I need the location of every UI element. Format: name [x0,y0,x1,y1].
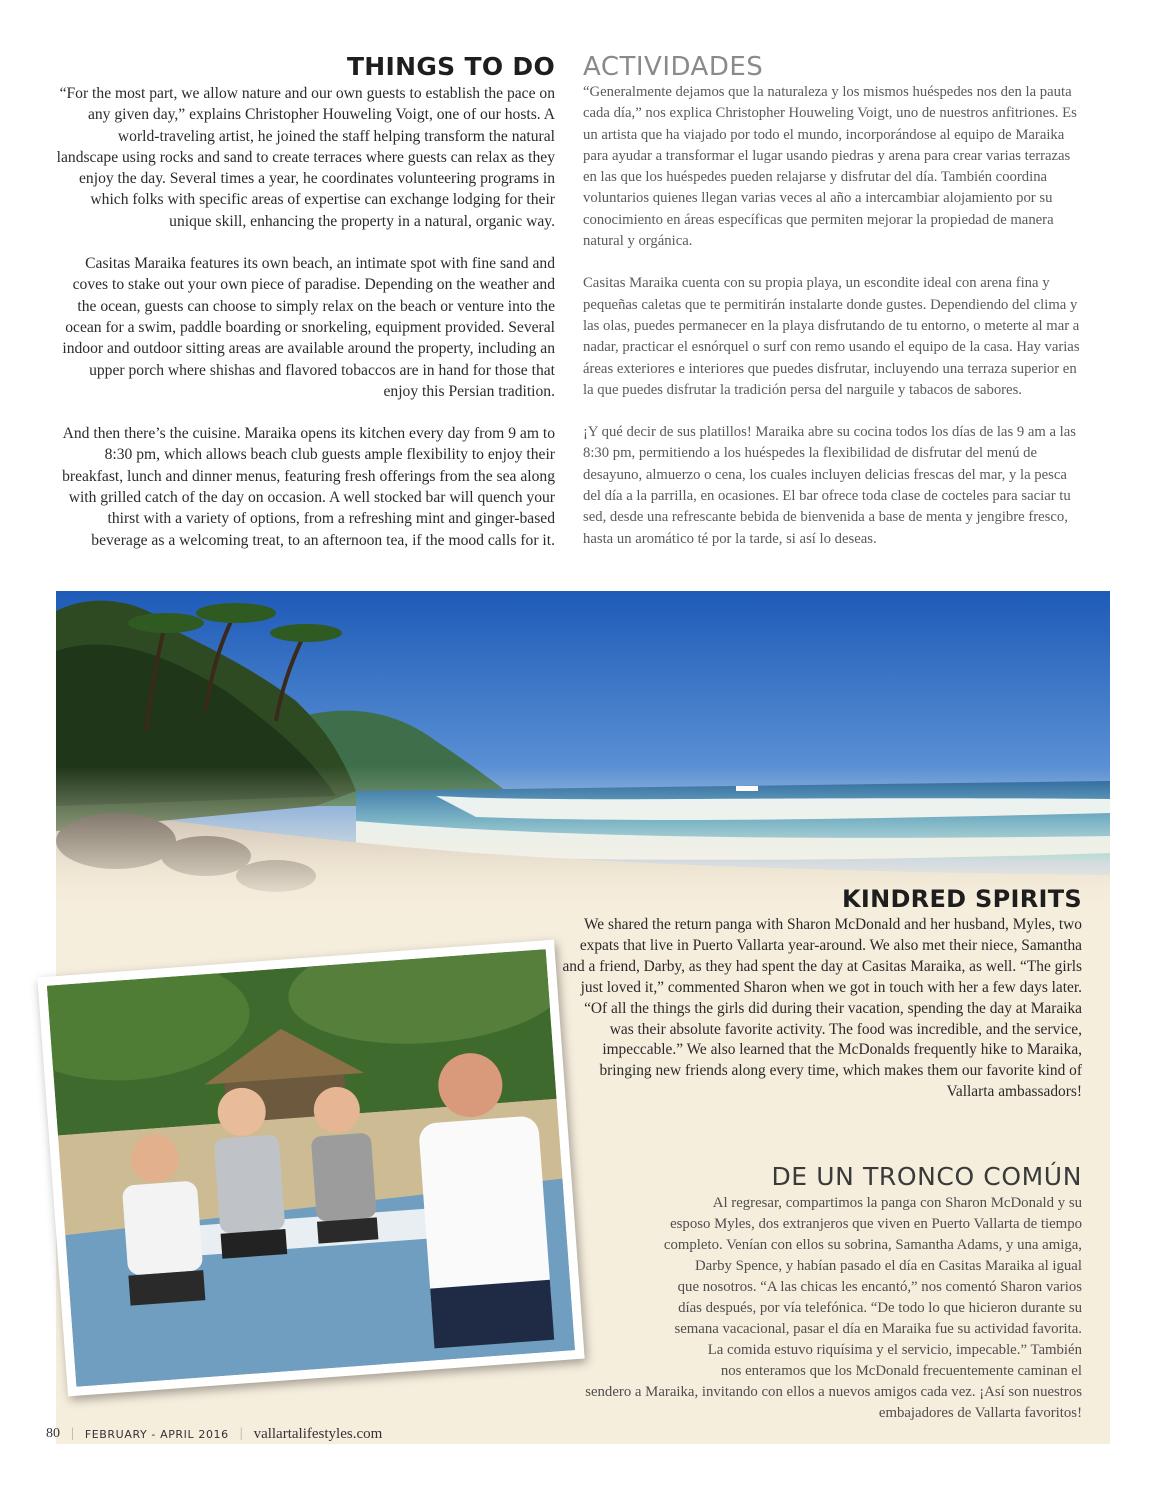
paragraph-line: sendero a Maraika, invitando con ellos a nuevos amigos cada vez. ¡Así son nuestros [585,1384,1082,1400]
page-footer [46,1424,382,1444]
spanish-column [583,52,1083,571]
issue-date: FEBRUARY - APRIL 2016 [84,1427,229,1441]
paragraph-line: embajadores de Vallarta favoritos! [878,1405,1082,1421]
paragraph-line: completo. Venían con ellos su sobrina, Samantha Adams, y una amiga, [663,1237,1082,1253]
paragraph-line: La comida estuvo riquísima y el servicio, impecable.” También [707,1342,1082,1358]
things-to-do-heading: THINGS TO DO [346,52,555,81]
paragraph-line: que nosotros. “A las chicas les encantó,” nos comentó Sharon varios [677,1279,1082,1295]
beach-photo [56,591,1110,909]
english-paragraph: And then there’s the cuisine. Maraika opens its kitchen every day from 9 am to 8:30 pm, which allows beach club guests ample flexibility to enjoy their breakfast, lunch and dinner menus, featuring fresh offerings from the sea along with grilled catch of the day on occasion. A well stocked bar will quench your thirst with a variety of options, from a refreshing mint and ginger-based beverage as a welcoming treat, to an afternoon tea, if the mood calls for it. [62,425,555,549]
tronco-comun-section [500,1162,1082,1424]
page-number: 80 [46,1426,60,1441]
spanish-paragraph: “Generalmente dejamos que la naturaleza y los mismos huéspedes nos den la pauta cada día,” nos explica Christopher Houweling Voigt, uno de nuestros anfitriones. Es un artista que ha viajado por todo el mundo, incorporándose al equipo de Maraika para ayudar a transformar el lugar usando piedras y arena para crear varias terrazas en las que los huéspedes pueden relajarse y disfrutar del día. También coordina voluntarios quienes llegan varias veces al año a intercambiar alojamiento por su conocimiento en áreas específicas que permiten mejorar la propiedad de manera natural y orgánica. [583,84,1077,250]
kindred-spirits-heading: KINDRED SPIRITS [841,885,1082,913]
paragraph-line: esposo Myles, dos extranjeros que viven en Puerto Vallarta de tiempo [670,1216,1082,1232]
english-paragraph: “For the most part, we allow nature and our own guests to establish the pace on any given day,” explains Christopher Houweling Voigt, one of our hosts. A world-traveling artist, he joined the staff helping transform the natural landscape using rocks and sand to create terraces where guests can relax as they enjoy the day. Several times a year, he coordinates volunteering programs in which folks with specific areas of expertise can exchange lodging for their unique skill, enhancing the property in a natural, organic way. [56,85,555,230]
kindred-spirits-paragraph: We shared the return panga with Sharon McDonald and her husband, Myles, two expats that live in Puerto Vallarta year-around. We also met their niece, Samantha and a friend, Darby, as they had spent the day at Casitas Maraika, as well. “The girls just loved it,” commented Sharon when we got in touch with her a few days later. “Of all the things the girls did during their vacation, spending the day at Maraika was their absolute favorite activity. The food was incredible, and the service, impeccable.” We also learned that the McDonalds frequently hike to Maraika, bringing new friends along every time, which makes them our favorite kind of Vallarta ambassadors! [562,916,1082,1101]
paragraph-line: nos enteramos que los McDonald frecuentemente caminan el [720,1363,1082,1379]
footer-separator: | [71,1426,74,1441]
paragraph-line: Al regresar, compartimos la panga con Sharon McDonald y su [712,1195,1082,1211]
kindred-spirits-section [560,884,1082,1103]
paragraph-line: semana vacacional, pasar el día en Maraika fue su actividad favorita. [674,1321,1082,1337]
tronco-comun-paragraph [500,1193,1082,1424]
paragraph-line: Darby Spence, y habían pasado el día en Casitas Maraika al igual [694,1258,1082,1274]
website-link[interactable]: vallartalifestyles.com [253,1425,383,1442]
tronco-comun-heading: DE UN TRONCO COMÚN [771,1162,1082,1191]
spanish-paragraph: ¡Y qué decir de sus platillos! Maraika abre su cocina todos los días de las 9 am a las 8:30 pm, permitiendo a los huéspedes la flexibilidad de disfrutar del menú de desayuno, almuerzo o cena, los cuales incluyen delicias frescas del mar, y la pesca del día a la parrilla, en ocasiones. El bar ofrece toda clase de cocteles para saciar tu sed, desde una refrescante bebida de bienvenida a base de menta y jengibre fresco, hasta un aromático té por la tarde, si así lo deseas. [583,424,1076,547]
spanish-paragraph: Casitas Maraika cuenta con su propia playa, un escondite ideal con arena fina y pequeñas caletas que te permitirán instalarte donde gustes. Dependiendo del clima y las olas, puedes permanecer en la playa disfrutando de tu entorno, o meterte al mar a nadar, practicar el esnórquel o surf con remo usando el equipo de la casa. Hay varias áreas exteriores e interiores que puedes disfrutar, incluyendo una terraza superior en la que puedes disfrutar la tradición persa del narguile y tabacos de sabores. [583,275,1080,398]
actividades-heading: ACTIVIDADES [583,52,764,82]
english-paragraph: Casitas Maraika features its own beach, an intimate spot with fine sand and coves to stake out your own piece of paradise. Depending on the weather and the ocean, guests can choose to simply relax on the beach or venture into the ocean for a swim, paddle boarding or snorkeling, equipment provided. Several indoor and outdoor sitting areas are available around the property, including an upper porch where shishas and flavored tobaccos are in hand for those that enjoy this Persian tradition. [62,255,555,400]
footer-separator: | [239,1426,243,1441]
paragraph-line: días después, por vía telefónica. “De todo lo que hicieron durante su [678,1300,1082,1316]
english-column [55,52,555,572]
